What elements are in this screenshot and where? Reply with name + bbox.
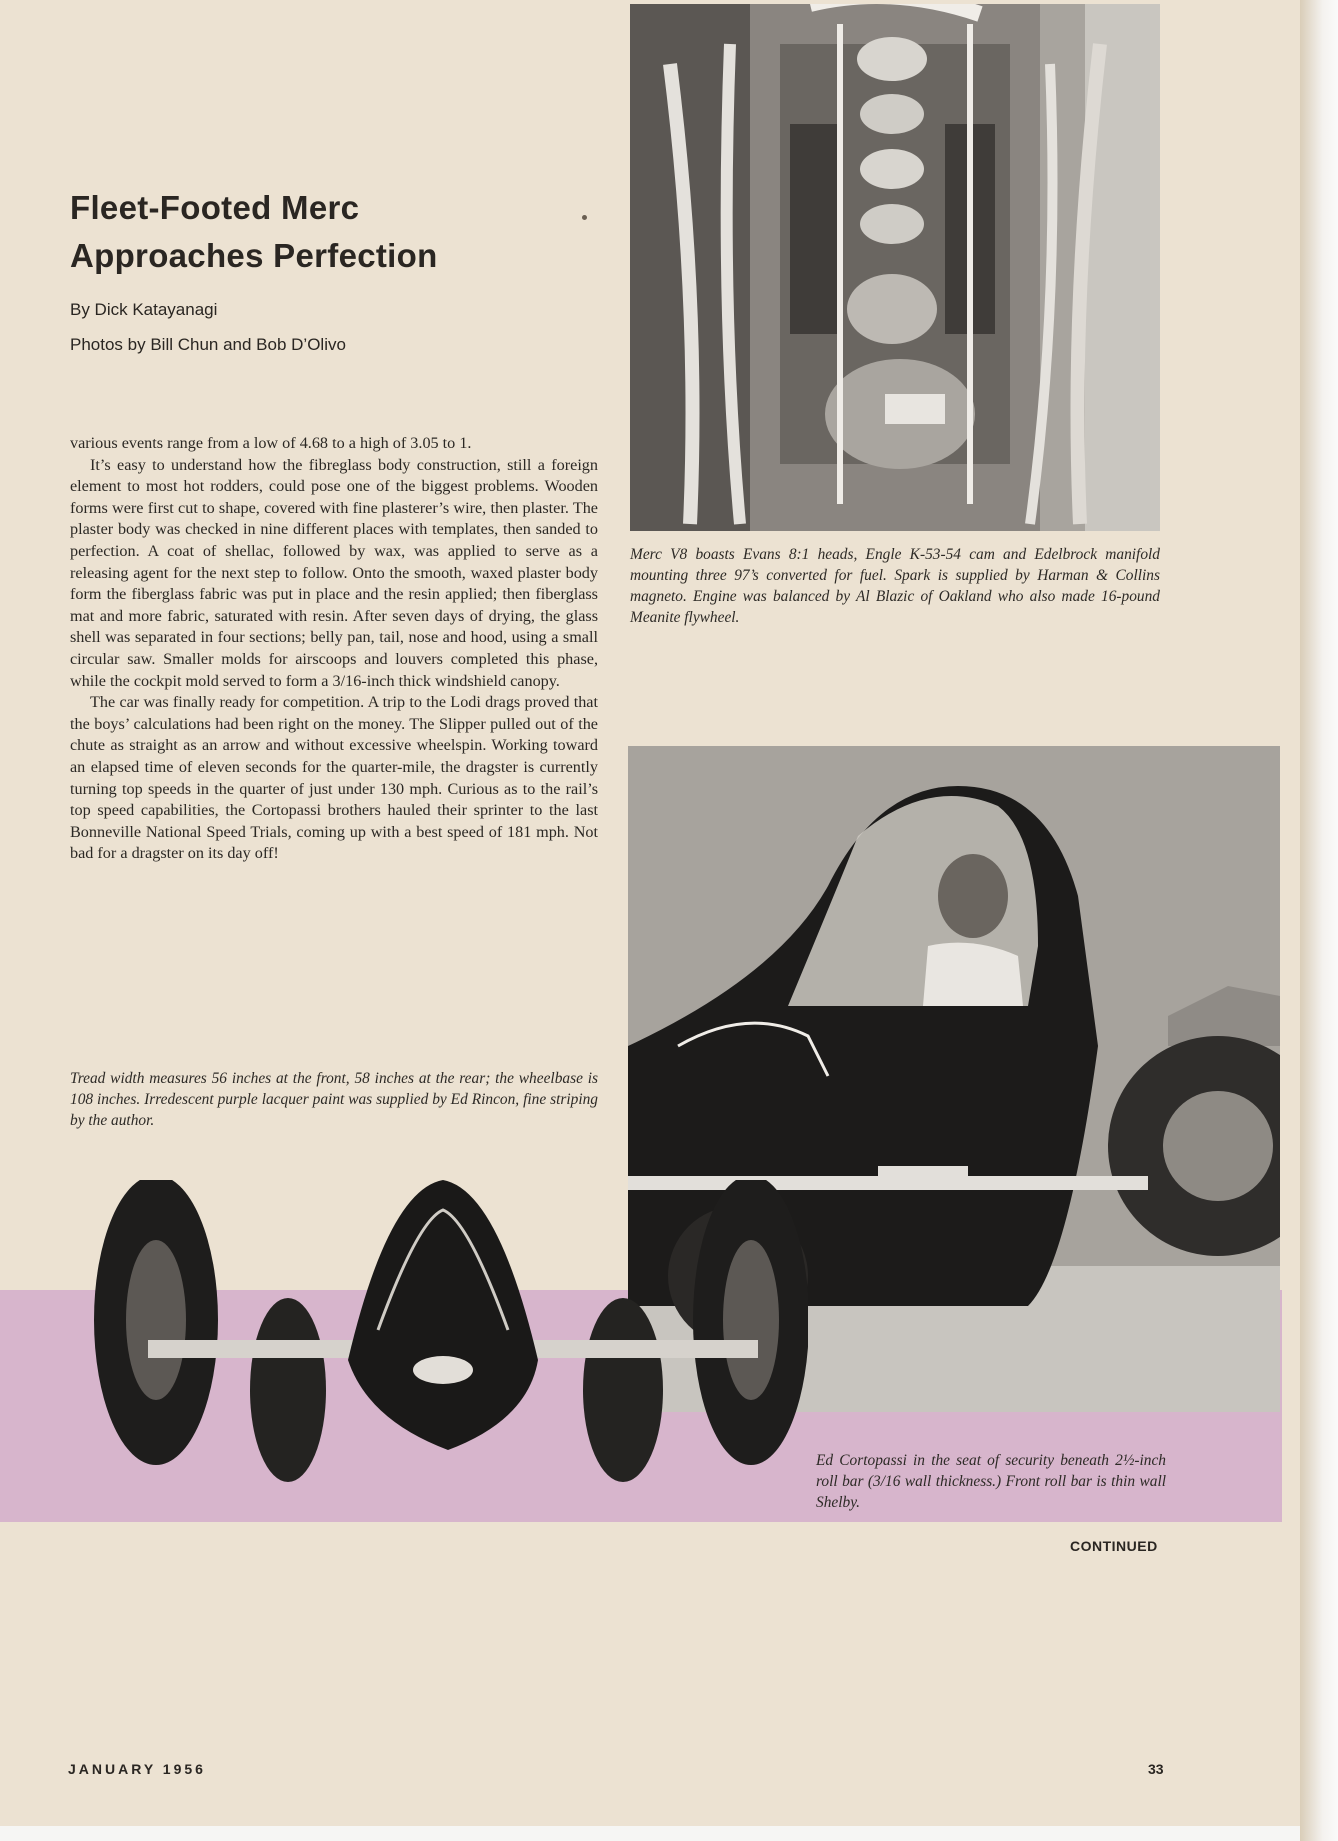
page-edge (1300, 0, 1338, 1841)
body-column (70, 433, 598, 865)
body-paragraph-2: It’s easy to understand how the fibreglass body construction, still a foreign element to most hot rodders, could pose one of the biggest problems. Wooden forms were first cut to shape, covered with fine plasterer’s wire, then plaster. The plaster body was checked in nine different places with templates, then sanded to perfection. A coat of shellac, followed by wax, was applied to serve as a releasing agent for the next step to follow. Onto the smooth, waxed plaster body form the fiberglass fabric was put in place and the resin applied; then fiberglass mat and more fabric, saturated with resin. After seven days of drying, the glass shell was separated in four sections; belly pan, tail, nose and hood, using a small circular saw. Smaller molds for airscoops and louvers completed this phase, while the cockpit mold served to form a 3/16-inch thick windshield canopy. (70, 455, 598, 690)
headline-line-1: Fleet-Footed Merc (70, 189, 360, 226)
article-headline (70, 184, 438, 280)
body-paragraph-3: The car was finally ready for competition. A trip to the Lodi drags proved that the boys’ calculations had been right on the money. The Slipper pulled out of the chute as straight as an arrow and without excessive wheelspin. Working toward an elapsed time of eleven seconds for the quarter-mile, the dragster is currently turning top speeds in the quarter of just under 130 mph. Curious as to the rail’s top speed capabilities, the Cortopassi brothers hauled their sprinter to the last Bonneville National Speed Trials, coming up with a best speed of 181 mph. Not bad for a dragster on its day off! (70, 693, 598, 863)
continued-label: CONTINUED (1070, 1538, 1158, 1554)
photo-credit: Photos by Bill Chun and Bob D’Olivo (70, 335, 346, 354)
ink-dot (582, 215, 587, 220)
body-paragraph-1: various events range from a low of 4.68 to a high of 3.05 to 1. (70, 434, 472, 452)
driver-caption: Ed Cortopassi in the seat of security beneath 2½-inch roll bar (3/16 wall thickness.) Front roll bar is thin wall Shelby. (816, 1452, 1166, 1511)
headline-line-2: Approaches Perfection (70, 237, 438, 274)
tread-caption: Tread width measures 56 inches at the front, 58 inches at the rear; the wheelbase is 108 inches. Irredescent purple lacquer paint was supplied by Ed Rincon, fine striping by the author. (70, 1070, 598, 1129)
author-byline: By Dick Katayanagi (70, 300, 218, 319)
page-number: 33 (1148, 1761, 1164, 1777)
front-view-photo (88, 1180, 808, 1500)
engine-photo (630, 4, 1160, 531)
issue-date: JANUARY 1956 (68, 1761, 206, 1777)
engine-caption: Merc V8 boasts Evans 8:1 heads, Engle K-53-54 cam and Edelbrock manifold mounting three 97’s converted for fuel. Spark is supplied by Harman & Collins magneto. Engine was balanced by Al Blazic of Oakland who also made 16-pound Meanite flywheel. (630, 546, 1160, 626)
